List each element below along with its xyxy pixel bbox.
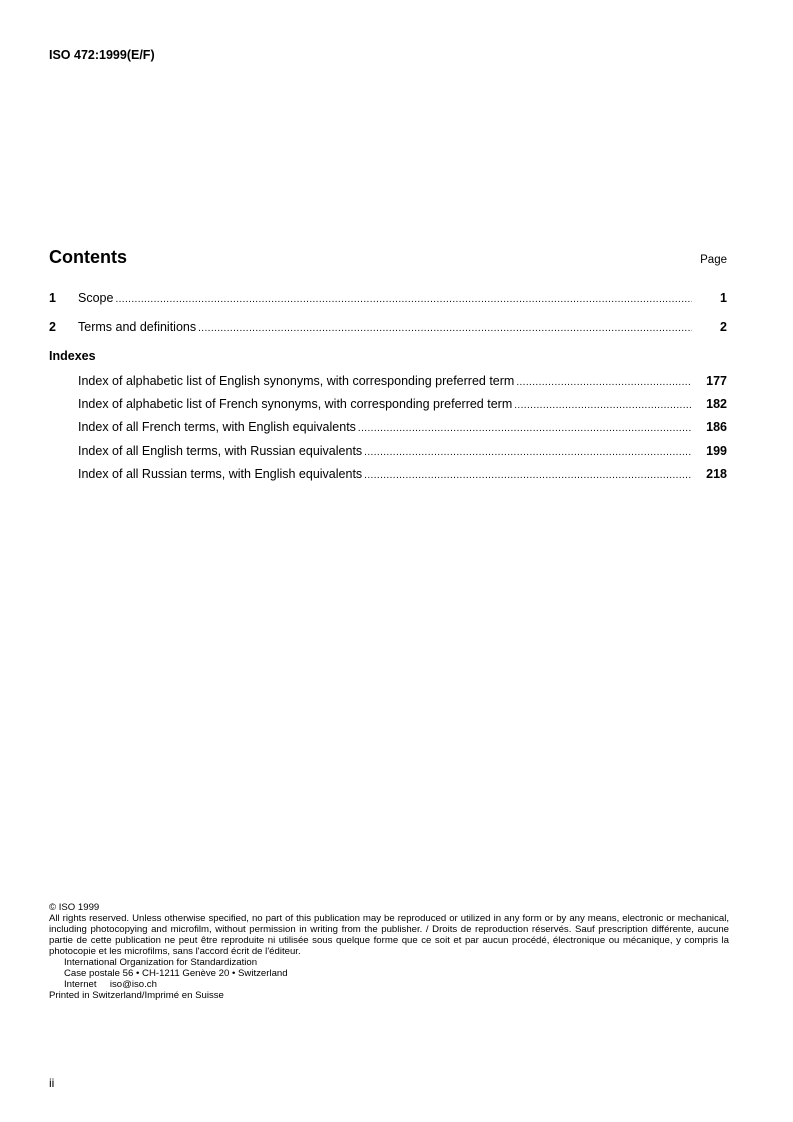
contents-title: Contents [49,247,127,267]
toc-entry-page: 218 [706,467,727,481]
toc-entry-title: Terms and definitions [78,320,197,334]
copyright-block [49,902,729,1001]
toc-entry-page: 182 [706,397,727,411]
toc-entry-number: 1 [49,291,56,305]
toc-entry-page: 1 [720,291,727,305]
page-column-label: Page [700,254,727,266]
internet-address: Internet iso@iso.ch [64,979,157,990]
document-id: ISO 472:1999(E/F) [49,48,155,62]
toc-index-french-synonyms[interactable] [49,396,727,412]
toc-entry-title: Index of all Russian terms, with English equivalents [78,467,363,481]
toc-entry-number: 2 [49,320,56,334]
toc-dot-leader [364,443,692,461]
toc-dot-leader [358,419,692,437]
organization-name: International Organization for Standardization [64,957,258,968]
toc-dot-leader [115,290,692,308]
toc-dot-leader [516,373,692,391]
toc-entry-terms-and-definitions[interactable] [49,319,727,335]
indexes-heading: Indexes [49,349,96,363]
toc-entry-page: 199 [706,444,727,458]
toc-entry-page: 177 [706,374,727,388]
postal-address: Case postale 56 • CH-1211 Genève 20 • Switzerland [64,968,288,979]
toc-dot-leader [198,319,692,337]
rights-statement: All rights reserved. Unless otherwise specified, no part of this publication may be reproduced or utilized in any form or by any means, electronic or mechanical, including photocopying and microfilm, without permission in writing from the publisher. / Droits de reproduction réservés. Sauf prescription différente, aucune partie de cette publication ne peut être reproduite ni utilisée sous quelque forme que ce soit et par aucun procédé, électronique ou mécanique, y compris la photocopie et les microfilms, sans l'accord écrit de l'éditeur. [49,913,729,957]
toc-dot-leader [364,466,692,484]
toc-entry-title: Index of all English terms, with Russian equivalents [78,444,363,458]
toc-index-english-terms[interactable] [49,443,727,459]
copyright-symbol-line: © ISO 1999 [49,902,100,913]
toc-entry-scope[interactable] [49,290,727,306]
toc-index-french-terms[interactable] [49,419,727,435]
printed-in: Printed in Switzerland/Imprimé en Suisse [49,990,224,1001]
toc-entry-title: Index of alphabetic list of English synonyms, with corresponding preferred term [78,374,515,388]
toc-entry-title: Index of all French terms, with English equivalents [78,420,356,434]
toc-index-russian-terms[interactable] [49,466,727,482]
toc-entry-title: Scope [78,291,114,305]
page-number: ii [49,1076,55,1090]
toc-entry-title: Index of alphabetic list of French synonyms, with corresponding preferred term [78,397,513,411]
toc-index-english-synonyms[interactable] [49,373,727,389]
toc-entry-page: 2 [720,320,727,334]
toc-dot-leader [514,396,692,414]
toc-entry-page: 186 [706,420,727,434]
